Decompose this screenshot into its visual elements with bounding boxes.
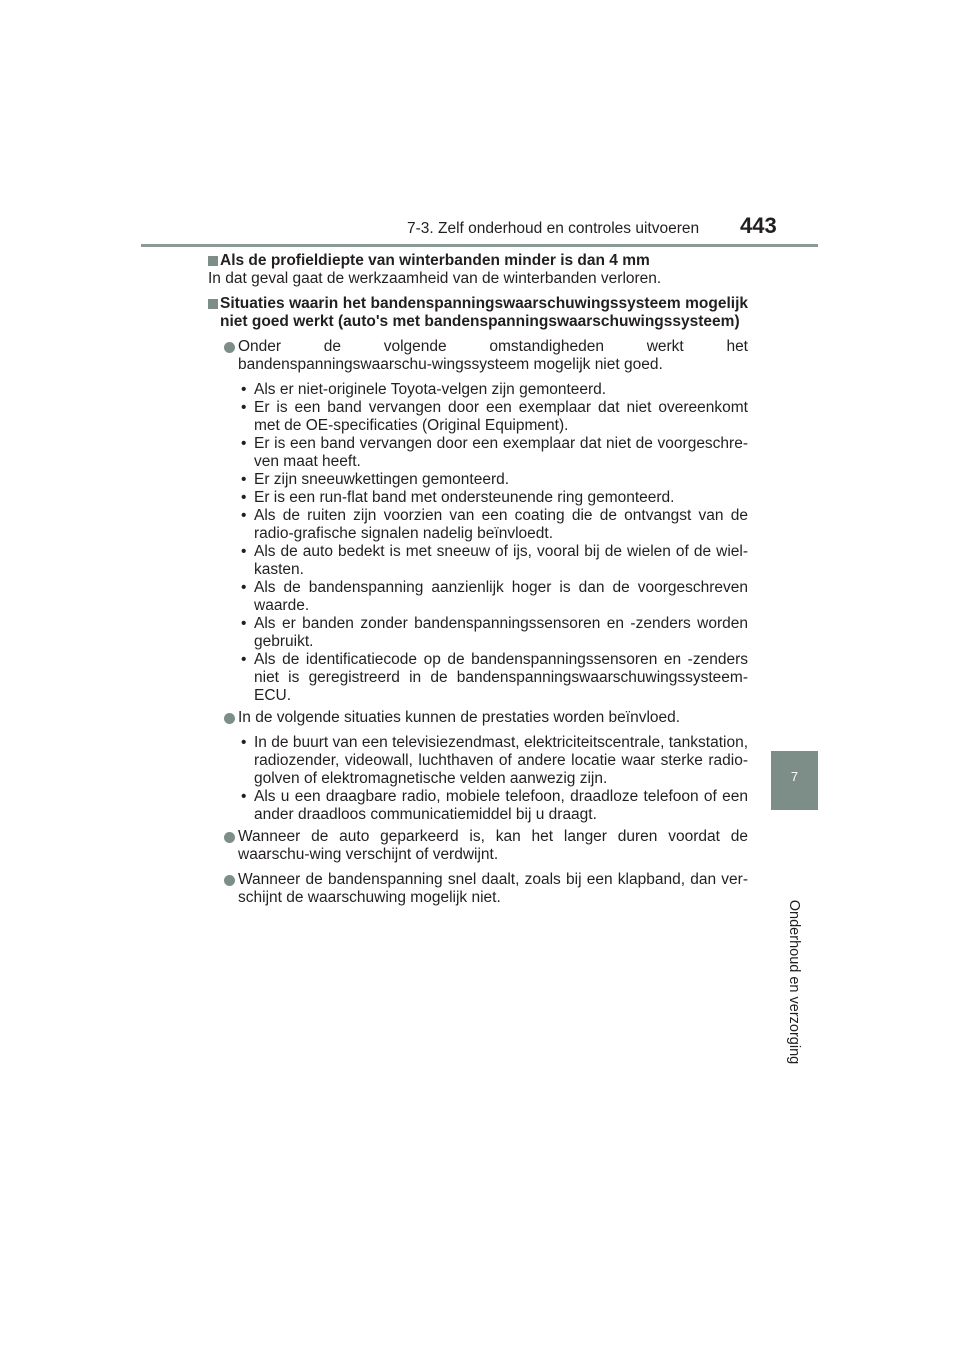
sub-item-text: Als de auto bedekt is met sneeuw of ijs, vooral bij de wielen of de wiel-kasten. [254,543,748,578]
sub-list-item [208,381,748,399]
page-content [208,252,748,907]
sub-bullet-icon: • [241,651,247,668]
sub-list-item [208,579,748,615]
sub-item-text: Er is een run-flat band met ondersteunende ring gemonteerd. [254,489,675,506]
square-bullet-icon [208,299,218,309]
header-rule [141,244,818,247]
sub-list-item [208,435,748,471]
sub-item-text: In de buurt van een televisiezendmast, elektriciteitscentrale, tankstation, radiozender, videowall, luchthaven of andere locatie waar sterke radio-golven of elektromagnetische velden aanwezig zijn. [254,734,748,787]
chapter-side-title: Onderhoud en verzorging [786,899,802,1065]
section-heading-text: Situaties waarin het bandenspanningswaarschuwingssysteem mogelijk niet goed werkt (auto's met bandenspanningswaarschuwingssysteem) [220,295,748,330]
chapter-tab-number: 7 [790,769,799,784]
bullet-item [208,828,748,864]
round-bullet-icon [224,342,235,353]
bullet-item [208,871,748,907]
page-number: 443 [740,213,777,238]
sub-item-text: Er is een band vervangen door een exemplaar dat niet de voorgeschre-ven maat heeft. [254,435,748,470]
sub-bullet-icon: • [241,381,247,398]
sub-list-item [208,651,748,705]
sub-list-item [208,734,748,788]
sub-item-text: Als er banden zonder bandenspanningssensoren en -zenders worden gebruikt. [254,615,748,650]
bullet-item [208,709,748,727]
sub-bullet-icon: • [241,471,247,488]
sub-list-item [208,543,748,579]
round-bullet-icon [224,875,235,886]
square-bullet-icon [208,256,218,266]
sub-bullet-icon: • [241,507,247,524]
round-bullet-icon [224,832,235,843]
bullet-text: In de volgende situaties kunnen de prestaties worden beïnvloed. [238,709,681,726]
bullet-item [208,338,748,374]
section-heading-tpms [208,295,748,331]
round-bullet-icon [224,713,235,724]
sub-list [208,381,748,705]
sub-list-item [208,615,748,651]
sub-bullet-icon: • [241,615,247,632]
bullet-text: Onder de volgende omstandigheden werkt het bandenspanningswaarschu-wingssysteem mogelijk niet goed. [238,338,748,373]
sub-item-text: Als de identificatiecode op de bandenspanningssensoren en -zenders niet is geregistreerd in de bandenspanningswaarschuwingssysteem-ECU. [254,651,748,704]
sub-list-item [208,788,748,824]
sub-bullet-icon: • [241,734,247,751]
section-heading-text: Als de profieldiepte van winterbanden minder is dan 4 mm [220,252,650,269]
bullet-text: Wanneer de auto geparkeerd is, kan het langer duren voordat de waarschu-wing verschijnt of verdwijnt. [238,828,748,863]
sub-bullet-icon: • [241,579,247,596]
sub-list-item [208,399,748,435]
sub-bullet-icon: • [241,489,247,506]
sub-item-text: Er is een band vervangen door een exemplaar dat niet overeenkomt met de OE-specificaties (Original Equipment). [254,399,748,434]
section-heading-winter-tires [208,252,748,270]
sub-item-text: Als u een draagbare radio, mobiele telefoon, draadloze telefoon of een ander draadloos communicatiemiddel bij u draagt. [254,788,748,823]
sub-bullet-icon: • [241,399,247,416]
sub-item-text: Als de bandenspanning aanzienlijk hoger is dan de voorgeschreven waarde. [254,579,748,614]
sub-list-item [208,489,748,507]
sub-list-item [208,471,748,489]
sub-bullet-icon: • [241,788,247,805]
bullet-text: Wanneer de bandenspanning snel daalt, zoals bij een klapband, dan ver-schijnt de waarschuwing mogelijk niet. [238,871,748,906]
sub-bullet-icon: • [241,543,247,560]
paragraph: In dat geval gaat de werkzaamheid van de winterbanden verloren. [208,270,662,287]
chapter-tab [771,751,818,810]
running-header-section: 7-3. Zelf onderhoud en controles uitvoeren [407,220,700,237]
sub-list-item [208,507,748,543]
sub-item-text: Als er niet-originele Toyota-velgen zijn gemonteerd. [254,381,607,398]
sub-list [208,734,748,824]
sub-item-text: Er zijn sneeuwkettingen gemonteerd. [254,471,510,488]
sub-item-text: Als de ruiten zijn voorzien van een coating die de ontvangst van de radio-grafische signalen nadelig beïnvloedt. [254,507,748,542]
sub-bullet-icon: • [241,435,247,452]
